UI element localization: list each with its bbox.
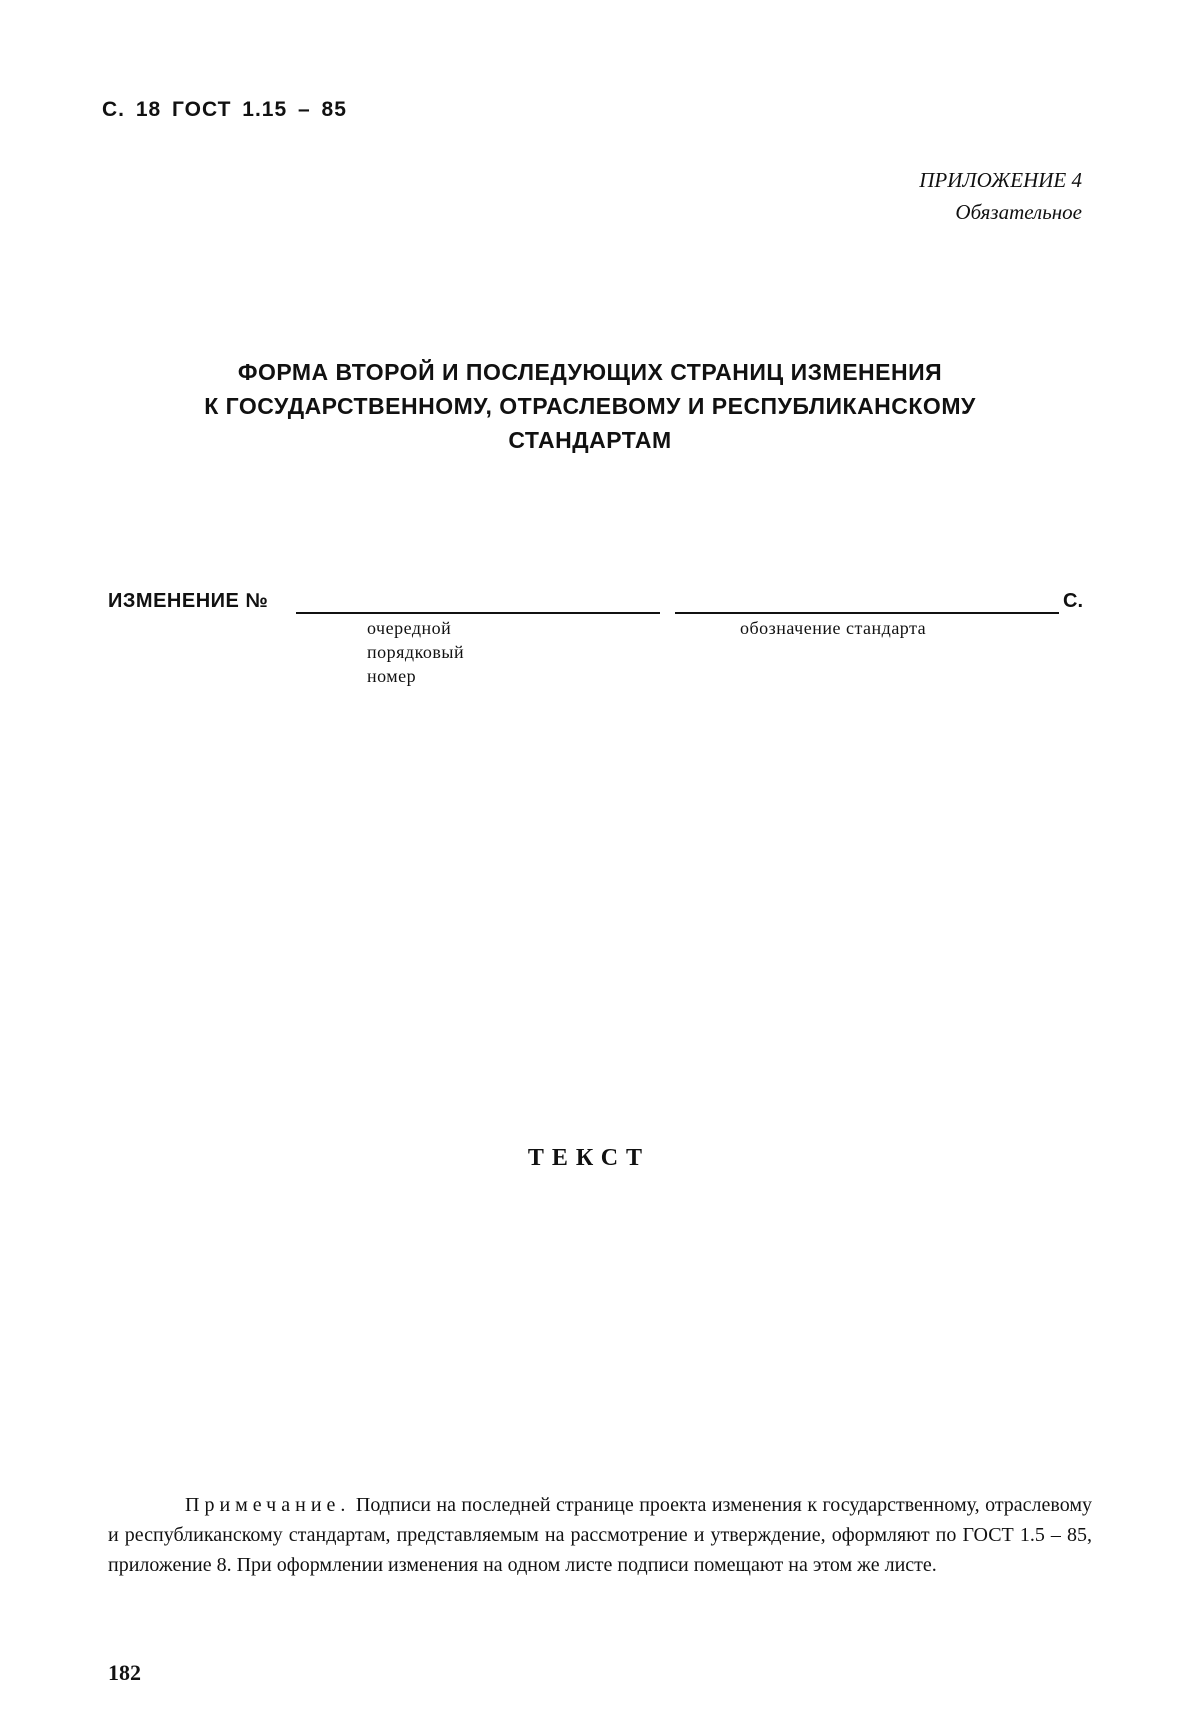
page-suffix-label: С. [1063, 590, 1083, 612]
note-lead: Примечание. [185, 1494, 351, 1516]
change-number-caption [367, 616, 464, 688]
change-number-caption-line-1: очередной [367, 618, 452, 638]
title-line-3: СТАНДАРТАМ [508, 427, 672, 453]
document-title [90, 355, 1090, 457]
change-number-caption-line-3: номер [367, 666, 417, 686]
standard-designation-caption: обозначение стандарта [740, 618, 927, 638]
change-number-label: ИЗМЕНЕНИЕ № [108, 590, 269, 612]
appendix-status: Обязательное [955, 200, 1082, 224]
title-line-2: К ГОСУДАРСТВЕННОМУ, ОТРАСЛЕВОМУ И РЕСПУБЛИКАНСКОМУ [204, 393, 976, 419]
change-number-caption-line-2: порядковый [367, 642, 465, 662]
appendix-label: ПРИЛОЖЕНИЕ 4 [919, 168, 1082, 192]
note-paragraph [108, 1490, 1092, 1580]
appendix-block [919, 164, 1082, 228]
standard-designation-blank-line [675, 612, 1059, 614]
running-head: С. 18 ГОСТ 1.15 – 85 [102, 98, 347, 121]
title-line-1: ФОРМА ВТОРОЙ И ПОСЛЕДУЮЩИХ СТРАНИЦ ИЗМЕНЕНИЯ [237, 359, 943, 385]
page-number: 182 [108, 1660, 141, 1685]
change-form-row [108, 590, 1092, 686]
text-placeholder: ТЕКСТ [527, 1145, 651, 1171]
change-number-blank-line [296, 612, 660, 614]
note-text: Подписи на последней странице проекта изменения к государственному, отраслевому и республиканскому стандартам, представляемым на рассмотрение и утверждение, оформляют по ГОСТ 1.5 – 85, приложение 8. При оформлении изменения на одном листе подписи помещают на этом же листе. [108, 1494, 1092, 1576]
